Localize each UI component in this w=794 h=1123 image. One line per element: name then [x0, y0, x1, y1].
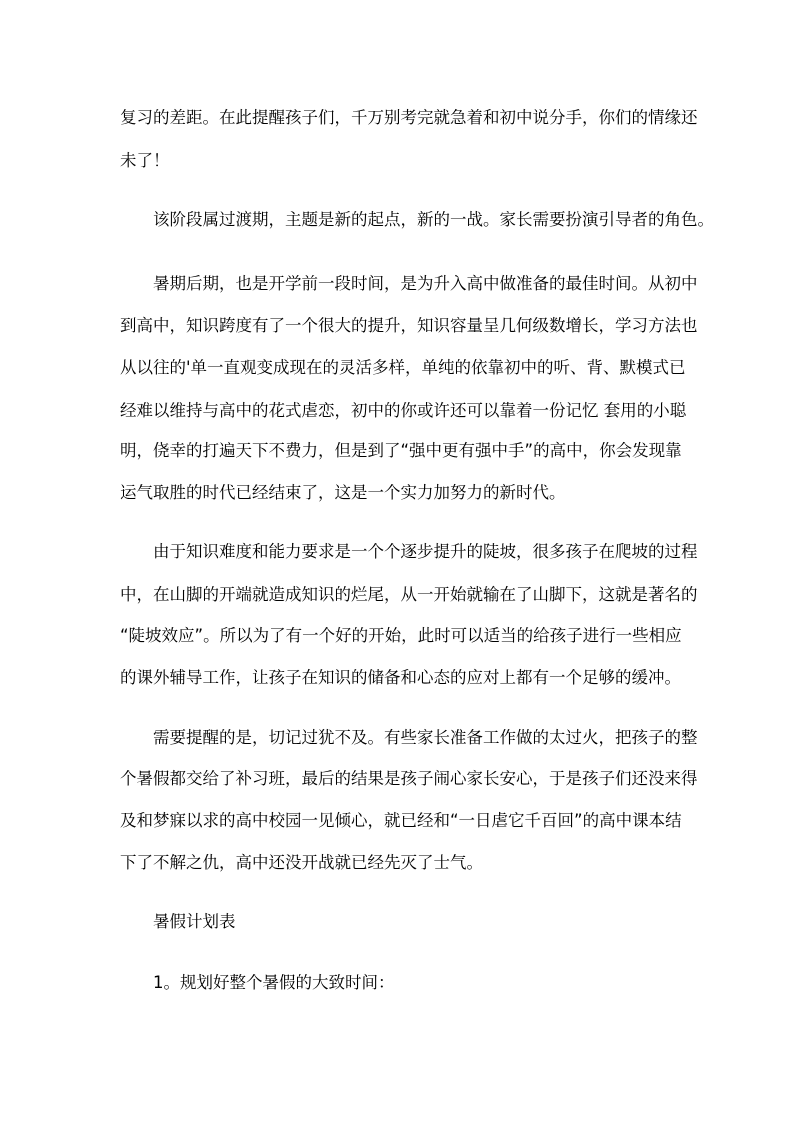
paragraph-2-line-1: 该阶段属过渡期，主题是新的起点，新的一战。家长需要扮演引导者的角色。 [153, 210, 714, 229]
paragraph-5-line-4: 下了不解之仇，高中还没开战就已经先灭了士气。 [120, 853, 483, 872]
paragraph-5-line-2: 个暑假都交给了补习班，最后的结果是孩子闹心家长安心，于是孩子们还没来得 [120, 769, 698, 788]
section-heading: 暑假计划表 [153, 912, 236, 931]
list-item-1: 1。规划好整个暑假的大致时间： [153, 973, 395, 992]
paragraph-4-line-4: 的课外辅导工作，让孩子在知识的储备和心态的应对上都有一个足够的缓冲。 [120, 668, 681, 687]
paragraph-5-line-3: 及和梦寐以求的高中校园一见倾心，就已经和“一日虐它千百回”的高中课本结 [120, 811, 682, 830]
paragraph-3-line-5: 明，侥幸的打遍天下不费力，但是到了“强中更有强中手”的高中，你会发现靠 [120, 441, 682, 460]
paragraph-3-line-2: 到高中，知识跨度有了一个很大的提升，知识容量呈几何级数增长，学习方法也 [120, 316, 698, 335]
paragraph-1-line-2: 未了！ [120, 151, 170, 170]
paragraph-5-line-1: 需要提醒的是，切记过犹不及。有些家长准备工作做的太过火，把孩子的整 [153, 728, 698, 747]
paragraph-3-line-3: 从以往的'单一直观变成现在的灵活多样，单纯的依靠初中的听、背、默模式已 [120, 358, 686, 377]
paragraph-4-line-2: 中，在山脚的开端就造成知识的烂尾，从一开始就输在了山脚下，这就是著名的 [120, 585, 698, 604]
paragraph-3-line-4: 经难以维持与高中的花式虐恋，初中的你或许还可以靠着一份记忆 套用的小聪 [120, 401, 687, 420]
paragraph-4-line-3: “陡坡效应”。所以为了有一个好的开始，此时可以适当的给孩子进行一些相应 [120, 626, 682, 645]
paragraph-3-line-1: 暑期后期，也是开学前一段时间，是为升入高中做准备的最佳时间。从初中 [153, 274, 698, 293]
paragraph-3-line-6: 运气取胜的时代已经结束了，这是一个实力加努力的新时代。 [120, 483, 566, 502]
paragraph-1-line-1: 复习的差距。在此提醒孩子们，千万别考完就急着和初中说分手，你们的情缘还 [120, 108, 698, 127]
paragraph-4-line-1: 由于知识难度和能力要求是一个个逐步提升的陡坡，很多孩子在爬坡的过程 [153, 542, 698, 561]
